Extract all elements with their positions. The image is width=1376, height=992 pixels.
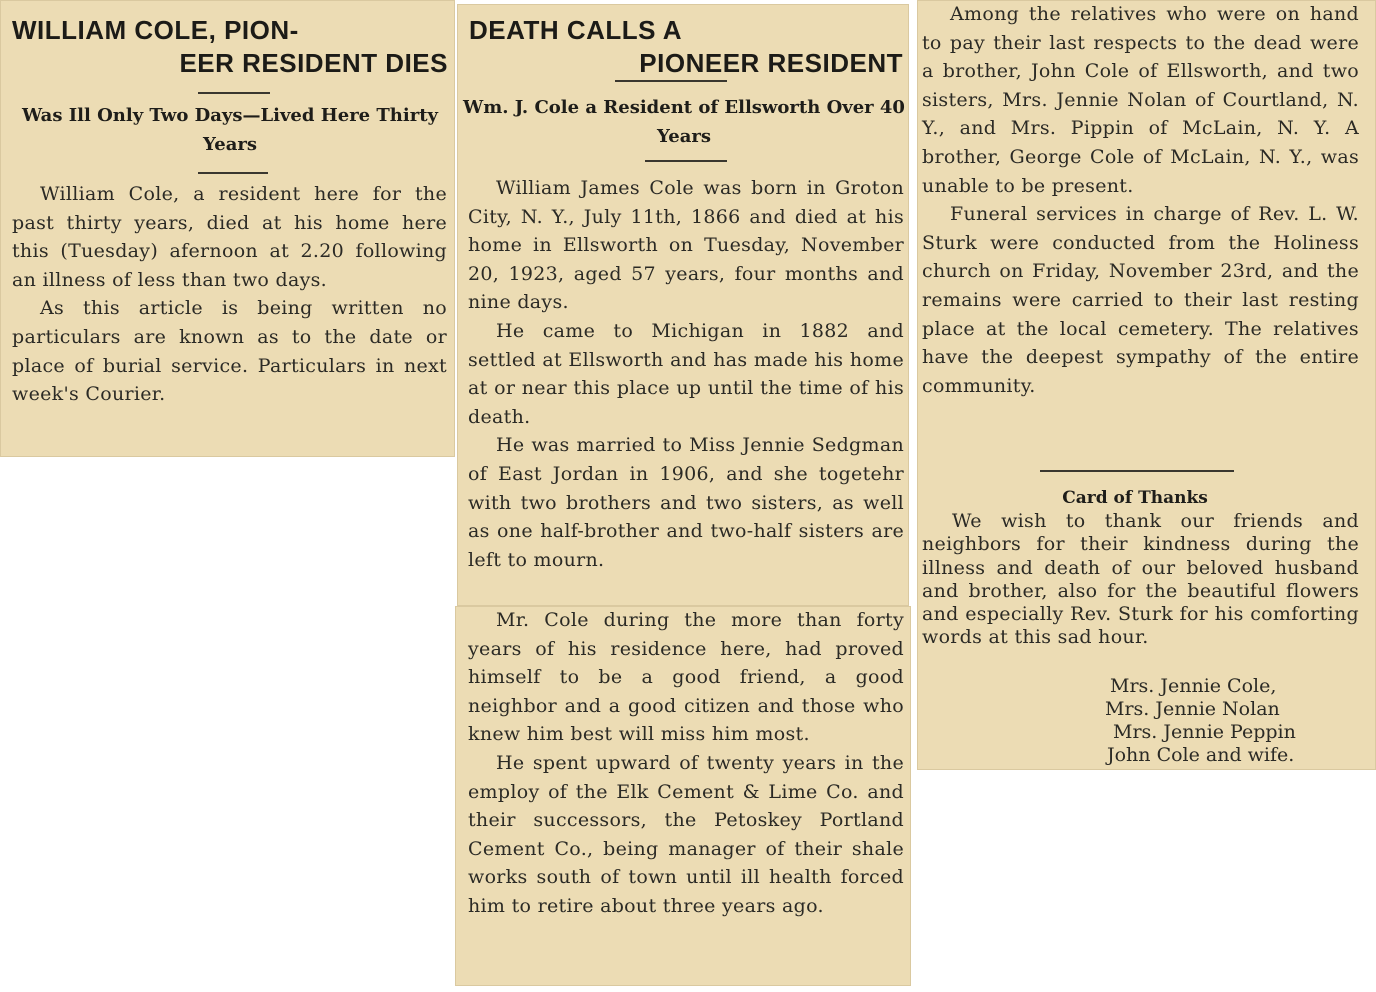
paragraph: He came to Michigan in 1882 and settled at Ellsworth and has made his home at or near this place up until the time of his death. bbox=[468, 319, 904, 428]
headline-line-2: PIONEER RESIDENT bbox=[639, 48, 903, 78]
headline bbox=[12, 14, 448, 80]
divider bbox=[1040, 470, 1234, 472]
article-body bbox=[922, 0, 1359, 400]
clipping-death-calls bbox=[457, 4, 909, 606]
card-of-thanks-title: Card of Thanks bbox=[1062, 488, 1208, 508]
divider bbox=[198, 172, 268, 174]
headline bbox=[469, 14, 903, 80]
subheadline: Wm. J. Cole a Resident of Ellsworth Over 40 Years bbox=[463, 97, 905, 147]
signature-line: Mrs. Jennie Cole, bbox=[1110, 675, 1277, 697]
headline-line-2: EER RESIDENT DIES bbox=[179, 48, 448, 78]
paragraph: We wish to thank our friends and neighbors for their kindness during the illness and death of our beloved husband and brother, also for the beautiful flowers and especially Rev. Sturk for his comforting words at this sad hour. bbox=[922, 510, 1359, 649]
clipping-continued bbox=[455, 606, 911, 986]
divider bbox=[198, 92, 270, 94]
paragraph: As this article is being written no particulars are known as to the date or place of burial service. Particulars in next week's Courier. bbox=[12, 297, 447, 406]
signature-line: Mrs. Jennie Peppin bbox=[1113, 721, 1296, 743]
divider bbox=[615, 80, 727, 82]
article-body bbox=[468, 174, 904, 574]
paragraph: He spent upward of twenty years in the employ of the Elk Cement & Lime Co. and their successors, the Petoskey Portland Cement Co., being manager of their shale works south of town until ill health forced him to retire about three years ago. bbox=[468, 751, 904, 917]
clipping-relatives-and-card bbox=[917, 0, 1376, 770]
divider bbox=[645, 160, 727, 162]
headline-line-1: WILLIAM COLE, PION- bbox=[12, 15, 299, 45]
signature-line: Mrs. Jennie Nolan bbox=[1105, 698, 1280, 720]
paragraph: Mr. Cole during the more than forty years of his residence here, had proved himself to be a good friend, a good neighbor and a good citizen and those who knew him best will miss him most. bbox=[468, 609, 904, 746]
signature-line: John Cole and wife. bbox=[1107, 744, 1295, 766]
article-body bbox=[468, 606, 904, 921]
paragraph: William James Cole was born in Groton City, N. Y., July 11th, 1866 and died at his home in Ellsworth on Tuesday, November 20, 1923, aged 57 years, four months and nine days. bbox=[468, 177, 904, 314]
paragraph: He was married to Miss Jennie Sedgman of East Jordan in 1906, and she togetehr with two brothers and two sisters, as well as one half-brother and two-half sisters are left to mourn. bbox=[468, 434, 904, 571]
clipping-cole-dies bbox=[0, 0, 455, 457]
paragraph: William Cole, a resident here for the past thirty years, died at his home here this (Tuesday) afernoon at 2.20 following an illness of less than two days. bbox=[12, 183, 447, 291]
paragraph: Among the relatives who were on hand to pay their last respects to the dead were a brother, John Cole of Ellsworth, and two sisters, Mrs. Jennie Nolan of Courtland, N. Y., and Mrs. Pippin of McLain, N. Y. A brother, George Cole of McLain, N. Y., was unable to be present. bbox=[922, 3, 1359, 197]
paragraph: Funeral services in charge of Rev. L. W. Sturk were conducted from the Holiness church on Friday, November 23rd, and the remains were carried to their last resting place at the local cemetery. The relatives have the deepest sympathy of the entire community. bbox=[922, 203, 1359, 397]
subheadline: Was Ill Only Two Days—Lived Here Thirty Years bbox=[22, 105, 438, 155]
article-body bbox=[12, 180, 447, 409]
headline-line-1: DEATH CALLS A bbox=[469, 15, 683, 45]
card-of-thanks-body bbox=[922, 510, 1359, 650]
